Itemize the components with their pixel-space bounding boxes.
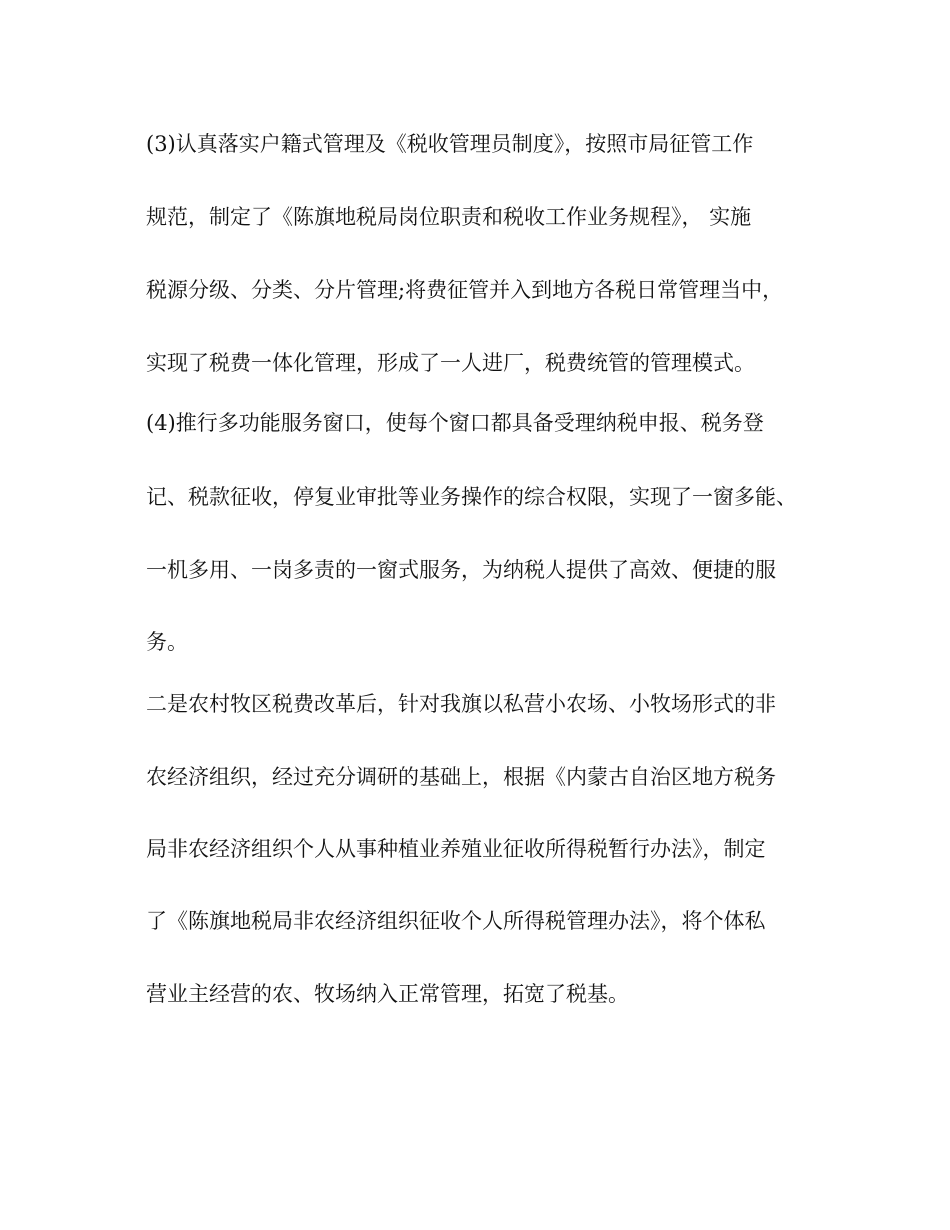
text-line: 务。 (146, 630, 188, 654)
text-line: 一机多用、一岗多责的一窗式服务，为纳税人提供了高效、便捷的服 (146, 558, 776, 582)
text-line: 二是农村牧区税费改革后，针对我旗以私营小农场、小牧场形式的非 (146, 692, 776, 716)
text-line: 营业主经营的农、牧场纳入正常管理，拓宽了税基。 (146, 982, 629, 1006)
text-line: 局非农经济组织个人从事种植业养殖业征收所得税暂行办法》，制定 (146, 837, 766, 861)
text-line: 税源分级、分类、分片管理;将费征管并入到地方各税日常管理当中， (146, 278, 784, 302)
text-line: 记、税款征收，停复业审批等业务操作的综合权限，实现了一窗多能、 (146, 485, 797, 509)
text-line: 了《陈旗地税局非农经济组织征收个人所得税管理办法》，将个体私 (146, 909, 766, 933)
text-line: 规范，制定了《陈旗地税局岗位职责和税收工作业务规程》， 实施 (146, 205, 752, 229)
text-line: 农经济组织，经过充分调研的基础上，根据《内蒙古自治区地方税务 (146, 765, 776, 789)
text-line: (3)认真落实户籍式管理及《税收管理员制度》，按照市局征管工作 (146, 132, 754, 156)
text-line: 实现了税费一体化管理，形成了一人进厂，税费统管的管理模式。 (146, 351, 755, 375)
text-line: (4)推行多功能服务窗口，使每个窗口都具备受理纳税申报、税务登 (146, 411, 764, 435)
